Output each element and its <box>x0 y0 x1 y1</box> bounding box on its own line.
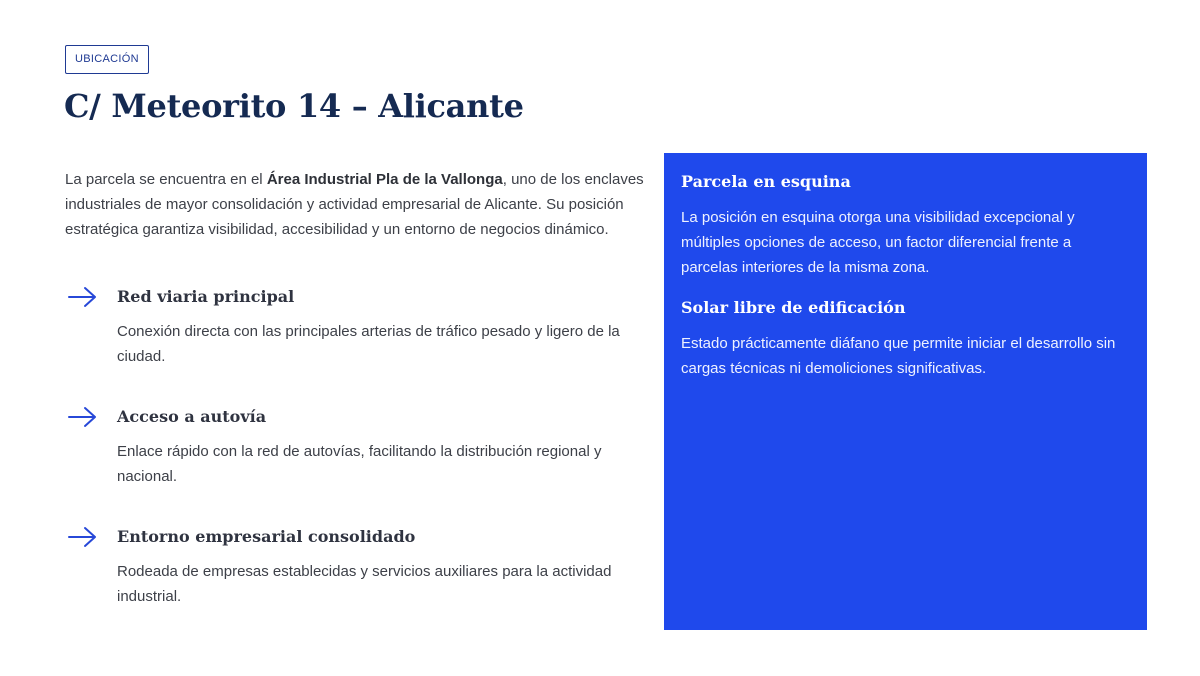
feature-title: Red viaria principal <box>117 287 295 306</box>
panel-item-title: Parcela en esquina <box>681 172 851 191</box>
highlights-panel <box>664 153 1147 630</box>
feature-description: Enlace rápido con la red de autovías, facilitando la distribución regional y nacional. <box>117 443 602 485</box>
intro-text-end: , uno de los enclaves industriales de mayor consolidación y actividad empresarial de Alicante. Su posición estratégica garantiza visibilidad, accesibilidad y un entorno de negocios dinámico. <box>65 171 644 238</box>
intro-highlight: Área Industrial Pla de la Vallonga <box>266 171 503 188</box>
feature-title: Entorno empresarial consolidado <box>117 527 416 546</box>
page-title: C/ Meteorito 14 – Alicante <box>64 87 524 125</box>
feature-description: Rodeada de empresas establecidas y servicios auxiliares para la actividad industrial. <box>117 563 612 605</box>
arrow-right-icon <box>68 286 98 308</box>
intro-paragraph <box>65 167 645 242</box>
panel-item-title: Solar libre de edificación <box>681 298 906 317</box>
panel-item-text: La posición en esquina otorga una visibilidad excepcional y múltiples opciones de acceso, un factor diferencial frente a parcelas interiores de la misma zona. <box>681 209 1075 276</box>
arrow-right-icon <box>68 406 98 428</box>
section-tag: UBICACIÓN <box>65 45 149 74</box>
arrow-right-icon <box>68 526 98 548</box>
panel-item-text: Estado prácticamente diáfano que permite iniciar el desarrollo sin cargas técnicas ni demoliciones significativas. <box>681 335 1116 377</box>
feature-description: Conexión directa con las principales arterias de tráfico pesado y ligero de la ciudad. <box>117 323 620 365</box>
intro-text-start: La parcela se encuentra en el <box>65 171 267 188</box>
feature-title: Acceso a autovía <box>117 407 267 426</box>
